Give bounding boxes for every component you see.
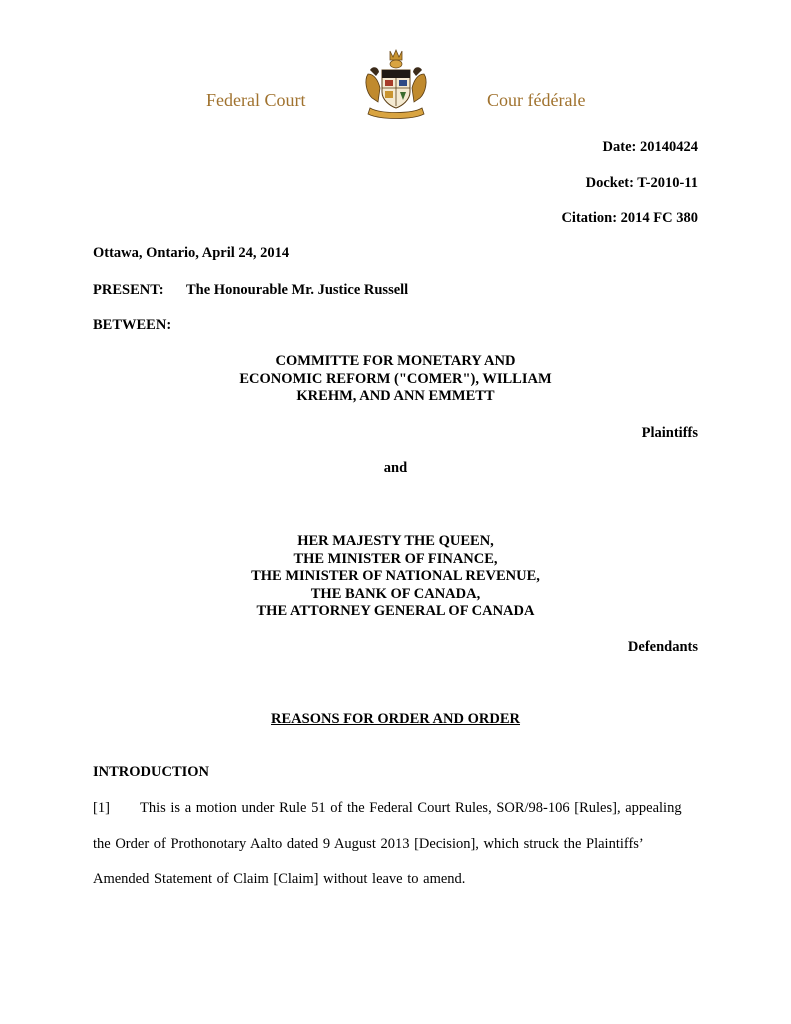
defendant-line: THE MINISTER OF FINANCE, xyxy=(293,550,498,567)
and-separator xyxy=(0,460,791,478)
location-date: Ottawa, Ontario, April 24, 2014 xyxy=(93,245,290,261)
reasons-title xyxy=(0,711,791,729)
defendant-line: THE BANK OF CANADA, xyxy=(310,585,481,602)
plaintiffs-names xyxy=(0,353,791,406)
decision-date: Date: 20140424 xyxy=(602,139,698,155)
citation: Citation: 2014 FC 380 xyxy=(561,210,698,226)
paragraph-number: [1] xyxy=(93,800,110,816)
presiding-judge: The Honourable Mr. Justice Russell xyxy=(186,282,409,298)
defendants-role: Defendants xyxy=(627,639,698,655)
paragraph-line: the Order of Prothonotary Aalto dated 9 August 2013 [Decision], which struck the Plaintiffs’ xyxy=(93,836,644,852)
court-name-english: Federal Court xyxy=(206,90,306,110)
defendants-names xyxy=(0,533,791,621)
introduction-heading: INTRODUCTION xyxy=(93,764,210,780)
defendant-line: HER MAJESTY THE QUEEN, xyxy=(297,533,494,549)
defendant-line: THE MINISTER OF NATIONAL REVENUE, xyxy=(251,568,540,584)
and-label: and xyxy=(383,460,408,476)
between-label: BETWEEN: xyxy=(93,317,172,333)
paragraph-line: This is a motion under Rule 51 of the Federal Court Rules, SOR/98-106 [Rules], appealing xyxy=(140,800,682,816)
plaintiff-line: COMMITTE FOR MONETARY AND xyxy=(275,353,516,369)
docket-number: Docket: T-2010-11 xyxy=(585,175,698,191)
plaintiff-line: ECONOMIC REFORM ("COMER"), WILLIAM xyxy=(239,370,552,387)
defendant-line: THE ATTORNEY GENERAL OF CANADA xyxy=(256,603,535,619)
coat-of-arms-seal-icon xyxy=(362,48,430,122)
plaintiff-line: KREHM, AND ANN EMMETT xyxy=(296,388,495,404)
present-label: PRESENT: xyxy=(93,282,164,298)
paragraph-line: Amended Statement of Claim [Claim] without leave to amend. xyxy=(93,871,466,887)
court-name-french: Cour fédérale xyxy=(487,90,586,110)
plaintiffs-role: Plaintiffs xyxy=(641,425,698,441)
reasons-title-text: REASONS FOR ORDER AND ORDER xyxy=(271,711,520,727)
